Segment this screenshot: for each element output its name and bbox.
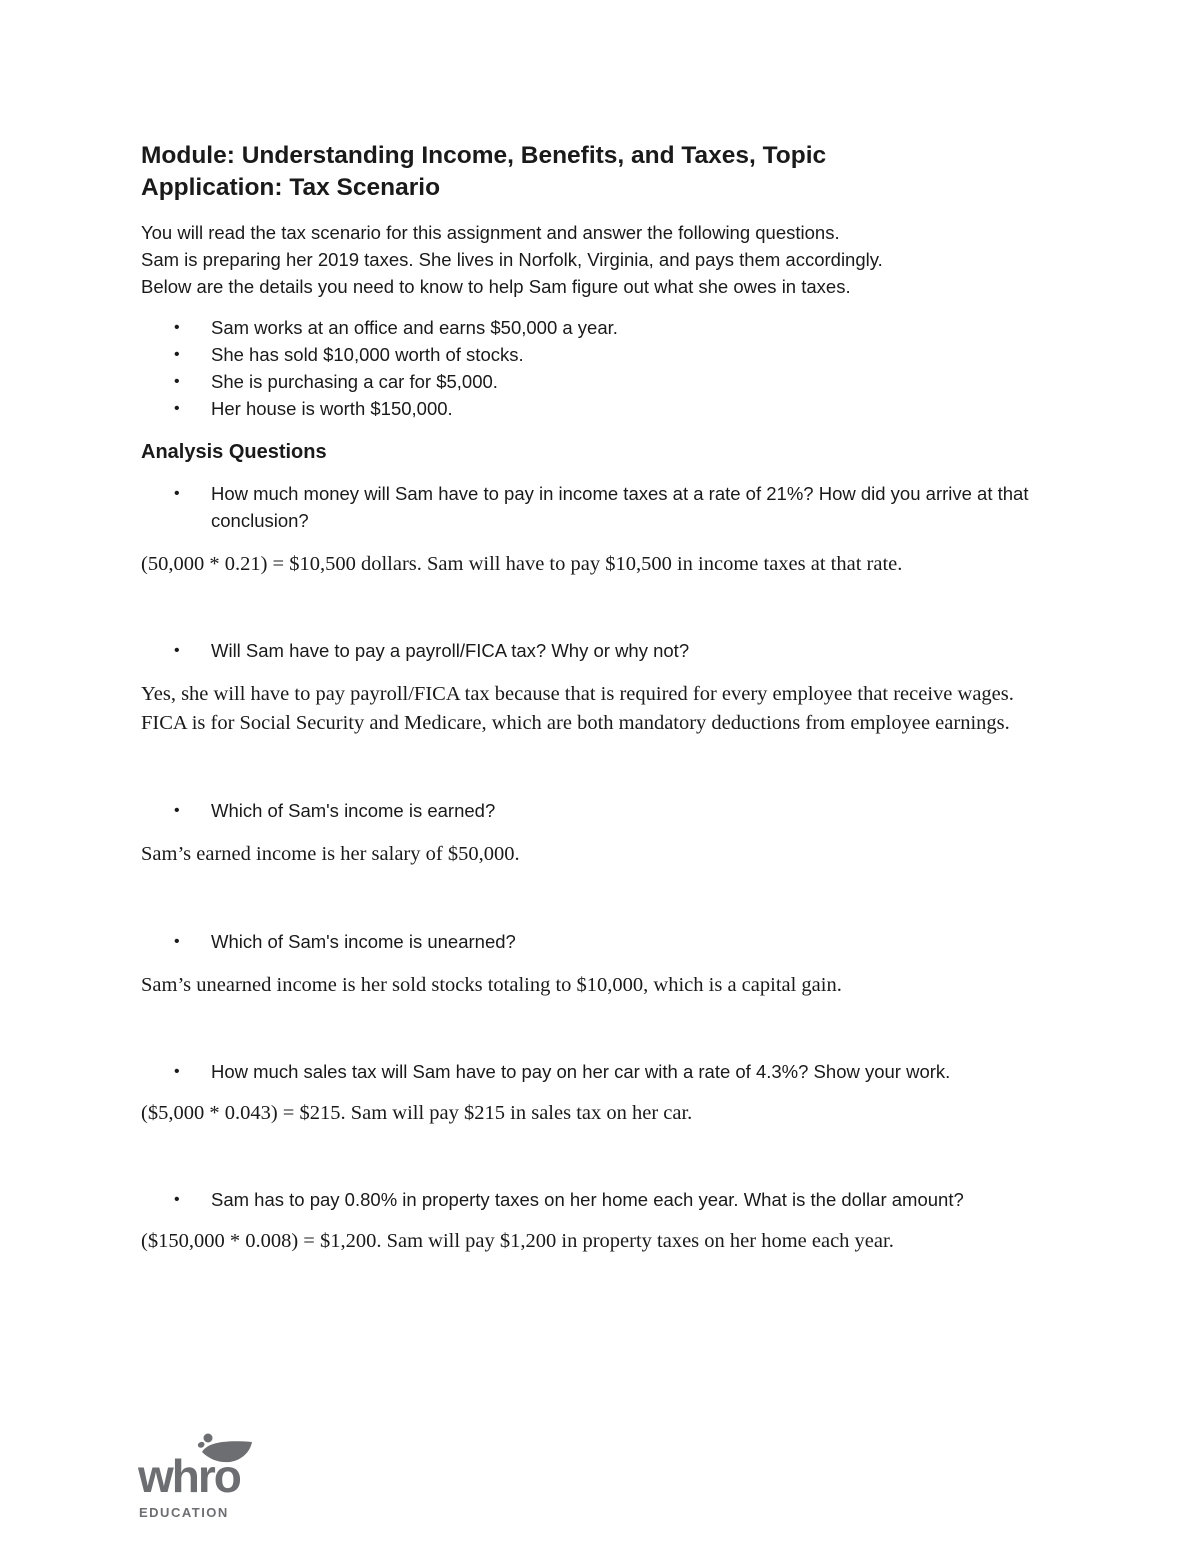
details-list [141,314,1061,422]
question-text: How much money will Sam have to pay in income taxes at a rate of 21%? How did you arrive at that conclusion? [211,483,1029,531]
question-block [141,637,1061,738]
question-block [141,1186,1061,1256]
details-item-text: Sam works at an office and earns $50,000 a year. [211,317,618,338]
intro-line: You will read the tax scenario for this assignment and answer the following questions. [141,222,840,243]
intro-line: Sam is preparing her 2019 taxes. She lives in Norfolk, Virginia, and pays them accordingly. [141,249,883,270]
analysis-heading: Analysis Questions [141,441,327,463]
whro-logo-icon [138,1430,258,1522]
logo-tagline: EDUCATION [139,1505,229,1520]
answer: Sam’s unearned income is her sold stocks totaling to $10,000, which is a capital gain. [141,974,842,996]
question [141,928,1051,955]
question [141,1186,1051,1213]
details-item [141,341,1061,368]
details-item-text: She has sold $10,000 worth of stocks. [211,344,524,365]
question-text: Will Sam have to pay a payroll/FICA tax? Why or why not? [211,640,690,661]
question [141,1058,1051,1085]
question-block [141,480,1061,579]
question-text: Which of Sam's income is unearned? [211,931,516,952]
bullet-icon: • [174,373,180,390]
answer: Yes, she will have to pay payroll/FICA tax because that is required for every employee that receive wages. FICA is for Social Security and Medicare, which are both mandatory deductions from employee earnings. [141,683,1014,734]
details-item-text: She is purchasing a car for $5,000. [211,371,498,392]
question [141,797,1051,824]
bullet-icon: • [174,933,180,950]
bullet-icon: • [174,802,180,819]
details-item [141,395,1061,422]
details-item [141,368,1061,395]
bullet-icon: • [174,1063,180,1080]
details-item-text: Her house is worth $150,000. [211,398,453,419]
question-block [141,1058,1061,1128]
question-block [141,928,1061,1000]
logo-wordmark: whro [138,1450,240,1502]
document-title [141,140,1061,204]
bullet-icon: • [174,1191,180,1208]
bullet-icon: • [174,485,180,502]
question-text: Which of Sam's income is earned? [211,800,496,821]
intro-line: Below are the details you need to know to help Sam figure out what she owes in taxes. [141,276,851,297]
details-item [141,314,1061,341]
answer: ($5,000 * 0.043) = $215. Sam will pay $215 in sales tax on her car. [141,1102,693,1124]
bullet-icon: • [174,400,180,417]
title-line-1: Module: Understanding Income, Benefits, and Taxes, Topic [141,142,827,169]
whro-education-logo [138,1430,258,1522]
question-text: Sam has to pay 0.80% in property taxes on her home each year. What is the dollar amount? [211,1189,964,1210]
answer: (50,000 * 0.21) = $10,500 dollars. Sam will have to pay $10,500 in income taxes at that rate. [141,553,903,575]
bullet-icon: • [174,346,180,363]
answer: Sam’s earned income is her salary of $50,000. [141,843,520,865]
question-block [141,797,1061,869]
question-text: How much sales tax will Sam have to pay on her car with a rate of 4.3%? Show your work. [211,1061,951,1082]
question [141,637,1051,664]
bullet-icon: • [174,319,180,336]
title-line-2: Application: Tax Scenario [141,174,441,201]
intro-paragraph [141,219,1061,300]
document-body [141,140,1061,1256]
bullet-icon: • [174,642,180,659]
question [141,480,1051,534]
answer: ($150,000 * 0.008) = $1,200. Sam will pay $1,200 in property taxes on her home each year. [141,1230,894,1252]
